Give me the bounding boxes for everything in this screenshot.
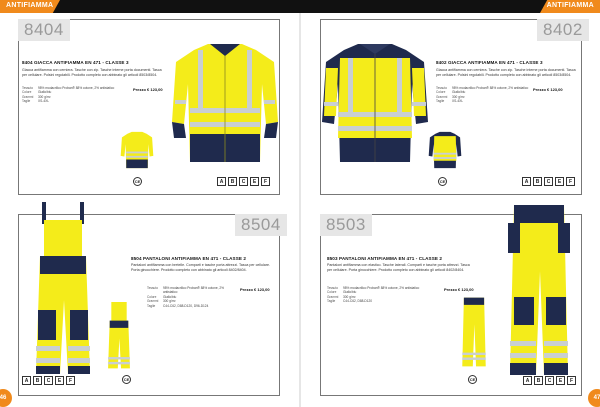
product-code: 8504 — [235, 214, 287, 236]
product-description: Pantaloni antifiamma con bretelle. Comparti e tasche porta attrezzi. Tasca per cellulare. Porta ginocchiere. Prodotto completo con abbinato gli articoli 8402/8404. — [131, 263, 270, 272]
certification-badge: CE — [134, 179, 141, 184]
product-price: Prezzo € 123,00 — [444, 287, 474, 292]
certification-badge: CE — [439, 179, 446, 184]
certification-badge: CE — [469, 377, 476, 382]
jacket-front-image — [320, 38, 430, 168]
product-specs: Tessuto 98% modacrilico Proban® 88% cotone, 2% antistatico Colore Giallo/blu Grammi 300 g/m² Taglie XS-4XL — [436, 86, 529, 104]
page-number-right: 47 — [588, 389, 600, 407]
page-number-left: 46 — [0, 389, 12, 407]
jacket-front-image — [170, 38, 280, 168]
product-code: 8402 — [537, 19, 589, 41]
trousers-front-image — [506, 200, 572, 380]
trousers-back-image — [458, 296, 490, 368]
product-specs: Tessuto 98% modacrilico Proban® 88% cotone, 2% antistatico Colore Giallo/blu Grammi 300 g/m² Taglie C44-C62, D88-D120, D96-D124 — [147, 286, 224, 308]
product-description: Pantaloni antifiamma con elastico. Tasche laterali. Comparti e tasche porta attrezzi. Tasca per cellulare. Porta ginocchiere. Prodotto completo con abbinato gli articoli 8402/8404. — [327, 263, 470, 272]
product-title: 8504 PANTALONI ANTIFIAMMA EN 471 - CLASSE 2 — [131, 256, 247, 261]
certification-icons: A B C E F — [522, 177, 575, 186]
section-title-right: ANTIFIAMMA — [546, 2, 594, 9]
certification-icons: A B C E F — [22, 376, 75, 385]
certification-icons: A B C E F — [217, 177, 270, 186]
certification-badge: CE — [123, 377, 130, 382]
page-spine — [299, 13, 301, 407]
bib-pants-back-image — [104, 298, 134, 370]
product-specs: Tessuto 98% modacrilico Proban® 88% cotone, 2% antistatico Colore Giallo/blu Grammi 300 g/m² Taglie XS-4XL — [22, 86, 115, 104]
bib-pants-front-image — [30, 200, 96, 378]
product-code: 8404 — [18, 19, 70, 41]
product-title: 8402 GIACCA ANTIFIAMMA EN 471 - CLASSE 3 — [436, 60, 543, 65]
product-title: 8503 PANTALONI ANTIFIAMMA EN 471 - CLASSE 2 — [327, 256, 443, 261]
jacket-back-image — [120, 130, 154, 170]
product-price: Prezzo € 123,00 — [533, 87, 563, 92]
product-price: Prezzo € 123,00 — [133, 87, 163, 92]
product-title: 8404 GIACCA ANTIFIAMMA EN 471 - CLASSE 3 — [22, 60, 129, 65]
certification-icons: A B C E F — [523, 376, 576, 385]
section-title-left: ANTIFIAMMA — [6, 2, 54, 9]
header-bar — [0, 0, 600, 13]
product-price: Prezzo € 123,00 — [240, 287, 270, 292]
jacket-back-image — [428, 130, 462, 170]
product-description: Giacca antifiamma con cerniera. Tasche con zip. Tasche interne porta documenti. Tasca per cellulare. Polsini regolabili. Prodotto completo con abbinato gli articoli 8503/8504. — [436, 68, 576, 77]
product-description: Giacca antifiamma con cerniera. Tasche con zip. Tasche interne porta documenti. Tasca per cellulare. Polsini regolabili. Prodotto completo con abbinato gli articoli 8503/8504. — [22, 68, 162, 77]
product-code: 8503 — [320, 214, 372, 236]
product-specs: Tessuto 98% modacrilico Proban® 88% cotone, 2% antistatico Colore Giallo/blu Grammi 300 g/m² Taglie C44-C62, D88-D120 — [327, 286, 420, 304]
